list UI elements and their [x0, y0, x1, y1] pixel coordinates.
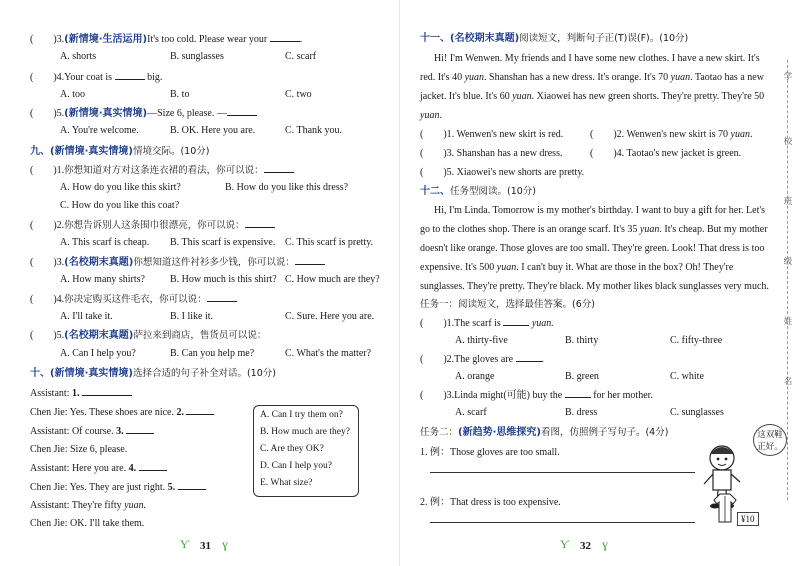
question-5: ( )5.(新情境·真实情境)—Size 6, please. — — [30, 106, 257, 120]
tf-item-3: ( )3. Shanshan has a new dress. — [420, 148, 563, 159]
section-9-heading: 九、(新情境·真实情境)情境交际。(10分) — [30, 146, 210, 157]
margin-label: 校 — [783, 137, 793, 147]
section-11-heading: 十一、(名校期末真题)阅读短文，判断句子正(T)误(F)。(10分) — [420, 33, 689, 44]
option-a: A. Can I help you? — [60, 348, 136, 359]
tf-item-1: ( )1. Wenwen's new skirt is red. — [420, 129, 564, 140]
margin-label: 名 — [783, 377, 793, 387]
choice-d: D. Can I help you? — [260, 461, 333, 471]
option-a: A. This scarf is cheap. — [60, 237, 150, 248]
option-c: C. How do you like this coat? — [60, 200, 180, 211]
answer-blank[interactable] — [227, 106, 257, 116]
sprout-icon: ɣ — [602, 537, 608, 551]
option-c: C. scarf — [285, 51, 317, 62]
tf-item-4: ( )4. Taotao's new jacket is green. — [590, 148, 742, 159]
option-b: B. sunglasses — [170, 51, 224, 62]
choice-e: E. What size? — [260, 478, 313, 488]
passage-line: red. It's 40 yuan. Shanshan has a new dress. It's orange. It's 70 yuan. Taotao has a new — [420, 72, 764, 83]
page-number: 31 — [200, 540, 211, 552]
sprout-icon: Ƴ — [180, 537, 190, 551]
passage-line: Hi, I'm Linda. Tomorrow is my mother's birthday. I want to buy a gift for her. Let's — [434, 205, 766, 216]
option-a: A. scarf — [455, 407, 487, 418]
page-number: 32 — [580, 540, 591, 552]
s12-question-3: ( )3.Linda might(可能) buy the for her mother. — [420, 390, 653, 401]
passage-line: jacket. It's blue. It's 60 yuan. Xiaowei has new green shorts. They're pretty. They're 50 — [420, 91, 765, 102]
task-1-heading: 任务一：阅读短文，选择最佳答案。(6分) — [420, 299, 595, 310]
option-b: B. green — [565, 371, 599, 382]
option-c: C. sunglasses — [670, 407, 724, 418]
option-c: C. Thank you. — [285, 125, 343, 136]
tf-item-5: ( )5. Xiaowei's new shorts are pretty. — [420, 167, 585, 178]
option-a: A. shorts — [60, 51, 97, 62]
option-b: B. Can you help me? — [170, 348, 255, 359]
option-c: C. Sure. Here you are. — [285, 311, 375, 322]
option-c: C. two — [285, 89, 312, 100]
passage-line: sunglasses. They're pretty. They're black. My mother likes black sunglasses very much. — [420, 281, 769, 292]
speech-bubble: 这双鞋 正好。 — [753, 424, 787, 456]
s12-question-2: ( )2.The gloves are . — [420, 354, 545, 365]
question-4: ( )4.Your coat is big. — [30, 72, 163, 83]
margin-label: 学 — [783, 72, 793, 82]
binding-margin — [787, 60, 788, 500]
option-c: C. fifty-three — [670, 335, 723, 346]
answer-blank[interactable] — [126, 424, 154, 434]
option-a: A. You're welcome. — [60, 125, 139, 136]
question-3: ( )3.(新情境·生活运用)It's too cold. Please wear your . — [30, 34, 303, 45]
dialogue-line-7: Assistant: They're fifty yuan. — [30, 500, 147, 511]
dialogue-line-6: Chen Jie: Yes. They are just right. 5. — [30, 480, 206, 494]
answer-blank[interactable] — [186, 405, 214, 415]
answer-blank[interactable] — [264, 163, 294, 173]
answer-blank[interactable] — [178, 480, 206, 490]
margin-label: 姓 — [783, 317, 793, 327]
choice-a: A. Can I try them on? — [260, 410, 343, 420]
answer-blank[interactable] — [270, 32, 300, 42]
s9-question-1: ( )1.你想知道对方对这条连衣裙的看法，你可以说： — [30, 163, 294, 177]
option-b: B. I like it. — [170, 311, 214, 322]
example-2: 2. 例：That dress is too expensive. — [420, 497, 561, 508]
option-b: B. How do you like this dress? — [225, 182, 349, 193]
section-10-heading: 十、(新情境·真实情境)选择合适的句子补全对话。(10分) — [30, 368, 276, 379]
answer-line[interactable] — [430, 472, 695, 473]
s12-question-1: ( )1.The scarf is yuan. — [420, 318, 554, 329]
dialogue-line-1: Assistant: 1. — [30, 386, 132, 400]
task-2-heading: 任务二：(新趋势·思维探究)看图，仿照例子写句子。(4分) — [420, 427, 669, 438]
choice-box — [253, 405, 359, 497]
answer-blank[interactable] — [503, 316, 529, 326]
s9-question-5: ( )5.(名校期末真题)萨拉来到商店，售货员可以说： — [30, 330, 267, 341]
answer-blank[interactable] — [516, 352, 542, 362]
passage-line: Hi! I'm Wenwen. My friends and I have some new clothes. I have a new skirt. It's — [434, 53, 760, 64]
option-a: A. How do you like this skirt? — [60, 182, 181, 193]
s9-question-4: ( )4.你决定购买这件毛衣，你可以说： — [30, 292, 237, 306]
tf-item-2: ( )2. Wenwen's new skirt is 70 yuan. — [590, 129, 753, 140]
price-tag: ¥10 — [737, 512, 759, 526]
option-c: C. What's the matter? — [285, 348, 372, 359]
option-b: B. dress — [565, 407, 598, 418]
answer-blank[interactable] — [295, 255, 325, 265]
passage-line: go to the clothes shop. There is an orange scarf. It's 35 yuan. It's cheap. But my mother — [420, 224, 768, 235]
option-c: C. This scarf is pretty. — [285, 237, 374, 248]
option-a: A. How many shirts? — [60, 274, 145, 285]
dialogue-line-5: Assistant: Here you are. 4. — [30, 461, 167, 475]
answer-blank[interactable] — [245, 218, 275, 228]
coat-illustration — [712, 492, 738, 524]
dialogue-line-2: Chen Jie: Yes. These shoes are nice. 2. — [30, 405, 214, 419]
option-b: B. to — [170, 89, 190, 100]
passage-line: yuan. — [420, 110, 442, 121]
option-a: A. thirty-five — [455, 335, 508, 346]
answer-line[interactable] — [430, 522, 695, 523]
choice-b: B. How much are they? — [260, 427, 350, 437]
dialogue-line-3: Assistant: Of course. 3. — [30, 424, 154, 438]
option-b: B. How much is this shirt? — [170, 274, 277, 285]
s9-question-3: ( )3.(名校期末真题)你想知道这件衬衫多少钱，你可以说： — [30, 255, 325, 269]
answer-blank[interactable] — [207, 292, 237, 302]
option-a: A. I'll take it. — [60, 311, 113, 322]
option-b: B. thirty — [565, 335, 599, 346]
example-1: 1. 例：Those gloves are too small. — [420, 447, 560, 458]
option-b: B. This scarf is expensive. — [170, 237, 276, 248]
passage-line: doesn't like orange. Those gloves are too small. They're green. Look! That dress is too — [420, 243, 765, 254]
dialogue-line-8: Chen Jie: OK. I'll take them. — [30, 518, 145, 529]
dialogue-line-4: Chen Jie: Size 6, please. — [30, 444, 128, 455]
margin-label: 级 — [783, 257, 793, 267]
option-b: B. OK. Here you are. — [170, 125, 256, 136]
sprout-icon: ɣ — [222, 537, 228, 551]
section-12-heading: 十二、任务型阅读。(10分) — [420, 186, 537, 197]
option-c: C. white — [670, 371, 704, 382]
sprout-icon: Ƴ — [560, 537, 570, 551]
choice-c: C. Are they OK? — [260, 444, 324, 454]
option-a: A. too — [60, 89, 85, 100]
option-a: A. orange — [455, 371, 495, 382]
s9-question-2: ( )2.你想告诉别人这条围巾很漂亮，你可以说： — [30, 218, 275, 232]
option-c: C. How much are they? — [285, 274, 380, 285]
answer-blank[interactable] — [565, 388, 591, 398]
passage-line: expensive. It's 500 yuan. I can't buy it. What are those in the box? Oh! They're — [420, 262, 734, 273]
answer-blank[interactable] — [115, 70, 145, 80]
answer-blank[interactable] — [139, 461, 167, 471]
answer-blank[interactable] — [82, 386, 132, 396]
margin-label: 班 — [783, 197, 793, 207]
